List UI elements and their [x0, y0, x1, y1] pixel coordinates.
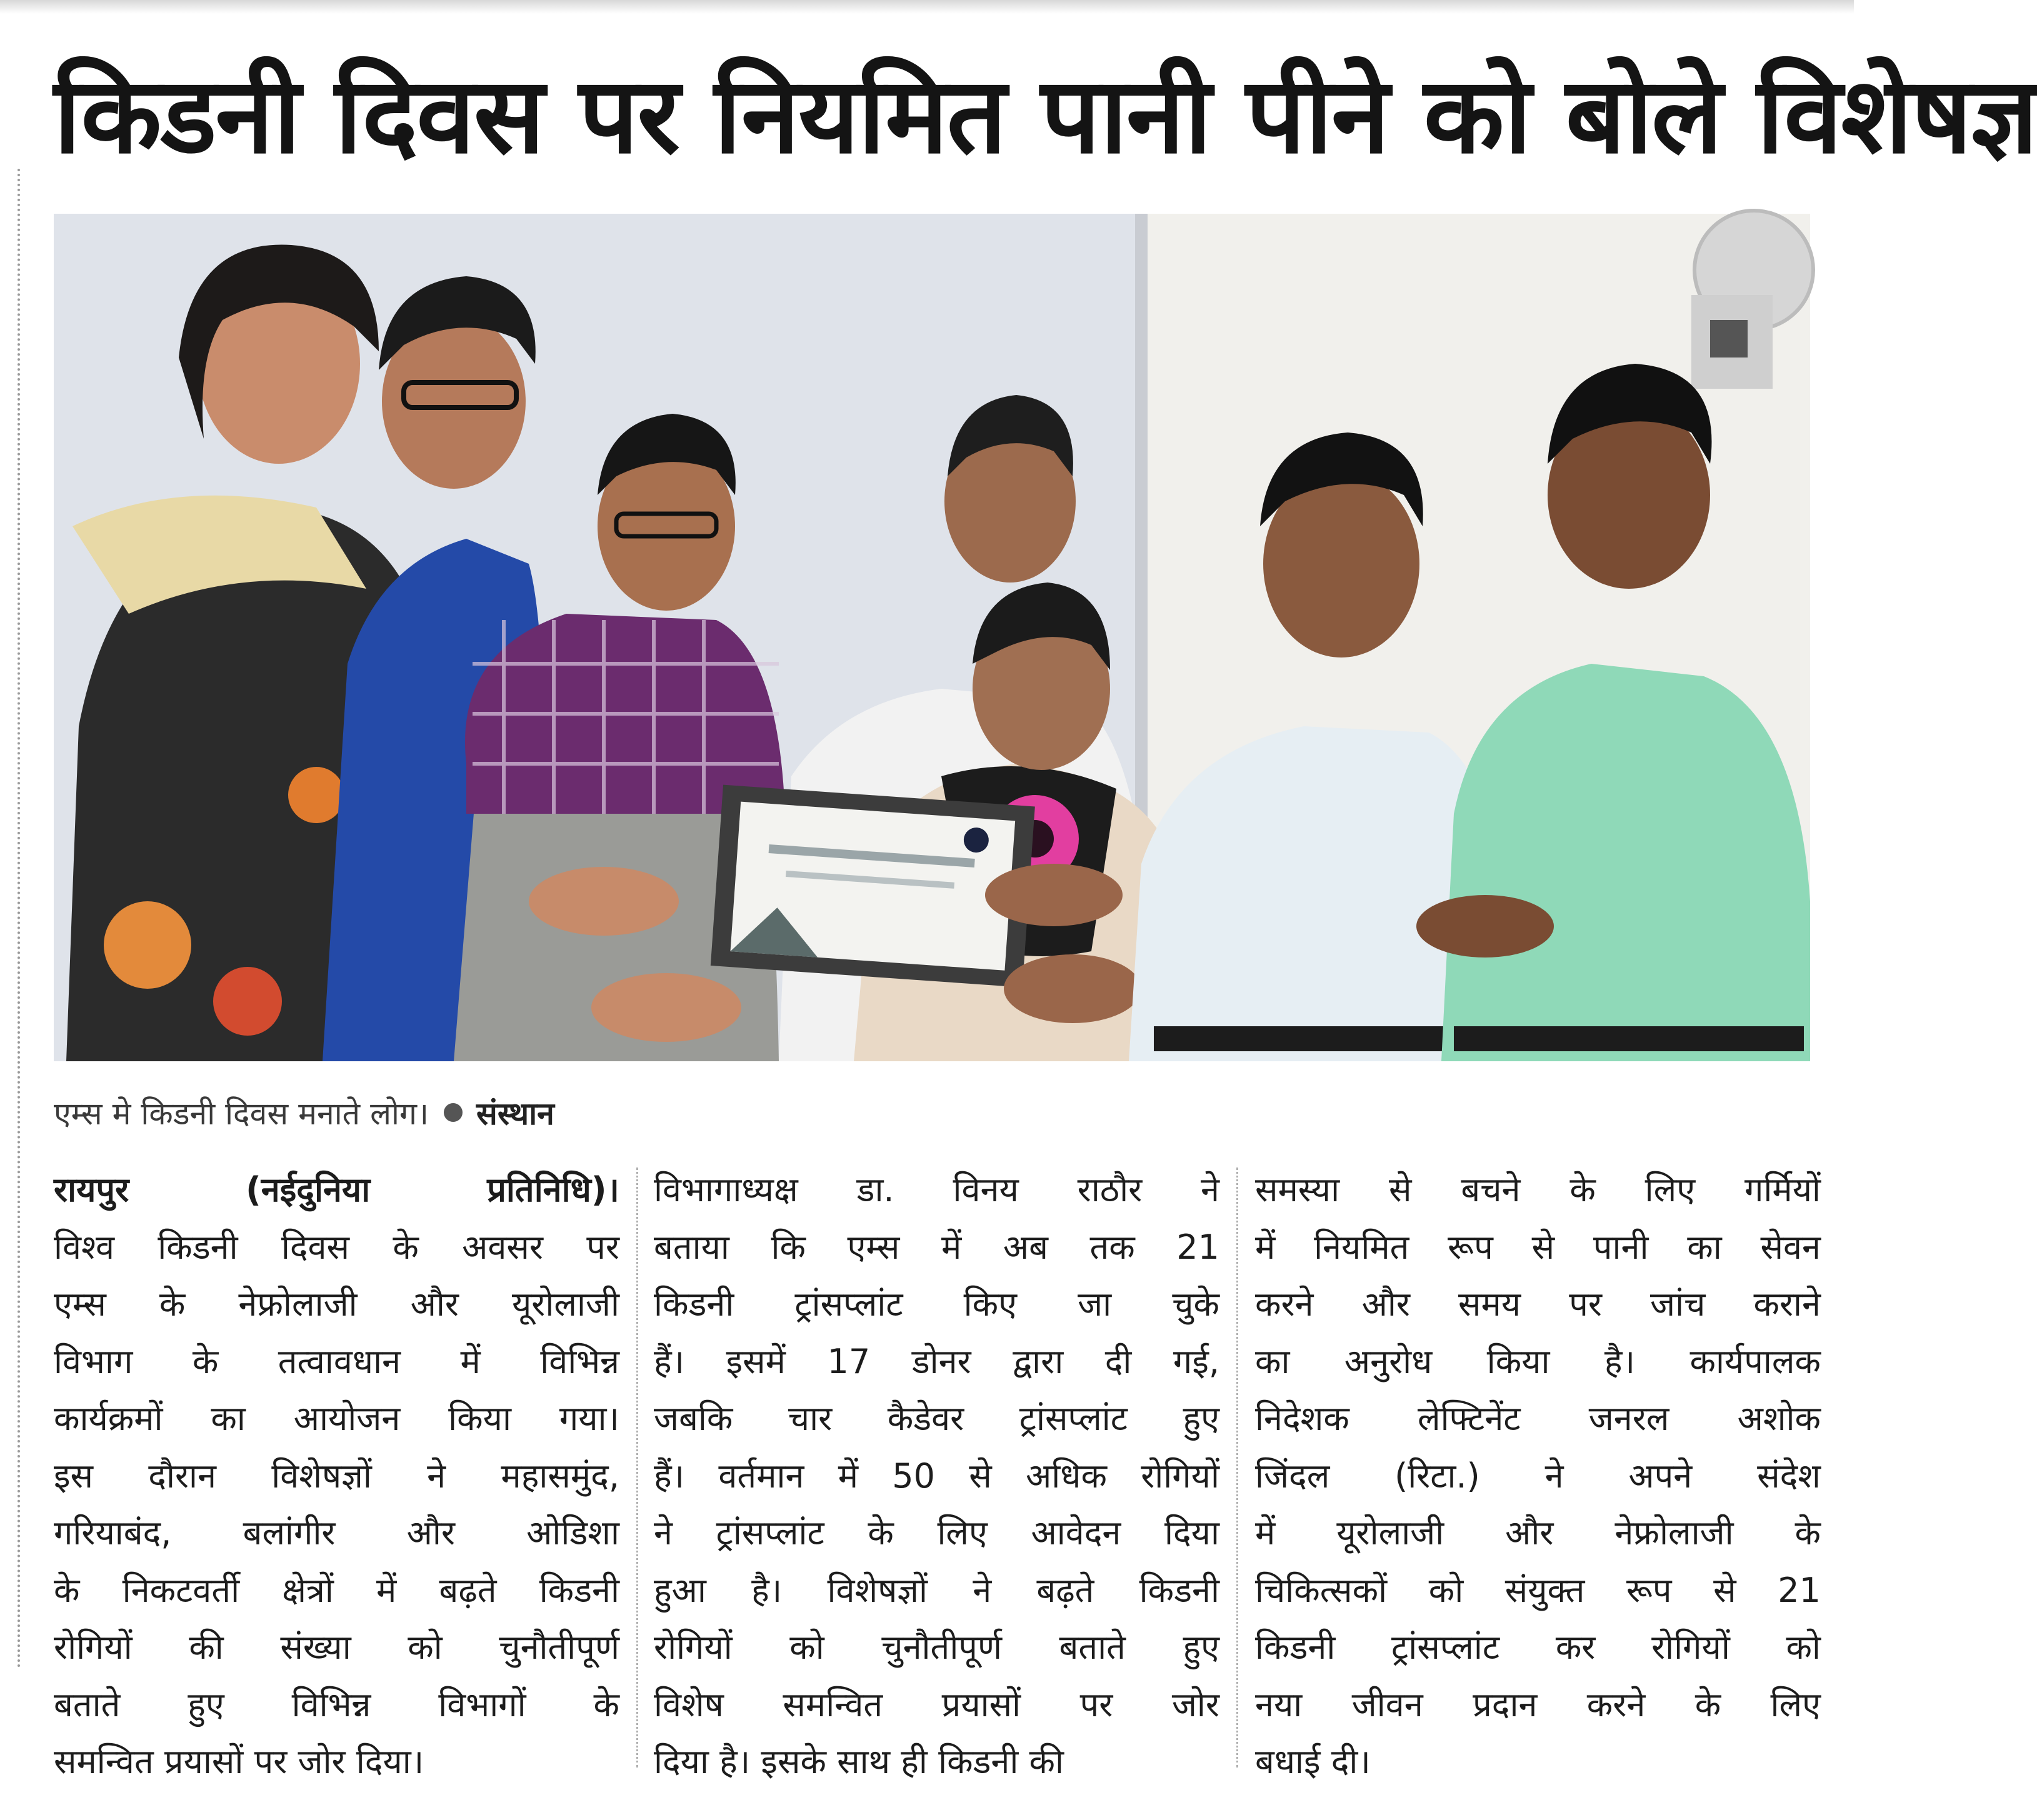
clipped-previous-text-strip: [0, 0, 1854, 14]
body-line: जिंदल (रिटा.) ने अपने संदेश: [1255, 1456, 1821, 1496]
article-column-3: [1255, 1161, 1821, 1791]
body-line: बधाई दी।: [1255, 1742, 1371, 1781]
body-line: हैं। वर्तमान में 50 से अधिक रोगियों: [654, 1456, 1219, 1496]
body-line: का अनुरोध किया है। कार्यपालक: [1255, 1341, 1821, 1381]
body-line: कार्यक्रमों का आयोजन किया गया।: [54, 1399, 619, 1438]
page-margin-rule: [18, 169, 20, 1669]
photo-caption: [54, 1088, 554, 1138]
article-headline: किडनी दिवस पर नियमित पानी पीने को बोले विशेषज्ञ: [54, 54, 2037, 177]
caption-text: एम्स मे किडनी दिवस मनाते लोग।: [54, 1096, 429, 1132]
body-line: निदेशक लेफ्टिनेंट जनरल अशोक: [1255, 1399, 1821, 1438]
body-line: बताते हुए विभिन्न विभागों के: [54, 1684, 619, 1724]
body-line: एम्स के नेफ्रोलाजी और यूरोलाजी: [54, 1284, 619, 1324]
photo-credit: संस्थान: [476, 1096, 554, 1132]
body-line: हैं। इसमें 17 डोनर द्वारा दी गई,: [654, 1341, 1219, 1381]
bullet-icon: [444, 1103, 463, 1122]
body-line: में यूरोलाजी और नेफ्रोलाजी के: [1255, 1513, 1821, 1552]
body-line: विशेष समन्वित प्रयासों पर जोर: [654, 1684, 1219, 1724]
body-line: में नियमित रूप से पानी का सेवन: [1255, 1227, 1821, 1267]
body-line: हुआ है। विशेषज्ञों ने बढ़ते किडनी: [654, 1570, 1219, 1610]
news-photo: [54, 214, 1810, 1061]
body-line: समन्वित प्रयासों पर जोर दिया।: [54, 1742, 424, 1781]
body-line: विभाग के तत्वावधान में विभिन्न: [54, 1341, 619, 1381]
body-line: किडनी ट्रांसप्लांट कर रोगियों को: [1255, 1628, 1821, 1667]
body-line: जबकि चार कैडेवर ट्रांसप्लांट हुए: [654, 1399, 1219, 1438]
body-line: चिकित्सकों को संयुक्त रूप से 21: [1255, 1570, 1821, 1610]
body-line: इस दौरान विशेषज्ञों ने महासमुंद,: [54, 1456, 619, 1496]
body-line: ने ट्रांसप्लांट के लिए आवेदन दिया: [654, 1513, 1219, 1552]
body-line: किडनी ट्रांसप्लांट किए जा चुके: [654, 1284, 1219, 1324]
body-line: बताया कि एम्स में अब तक 21: [654, 1227, 1219, 1267]
body-line: नया जीवन प्रदान करने के लिए: [1255, 1684, 1821, 1724]
body-line: करने और समय पर जांच कराने: [1255, 1284, 1821, 1324]
body-line: दिया है। इसके साथ ही किडनी की: [654, 1742, 1064, 1781]
column-divider: [1236, 1168, 1238, 1768]
body-line: विभागाध्यक्ष डा. विनय राठौर ने: [654, 1170, 1219, 1209]
body-line: गरियाबंद, बलांगीर और ओडिशा: [54, 1513, 619, 1552]
body-line: के निकटवर्ती क्षेत्रों में बढ़ते किडनी: [54, 1570, 619, 1610]
body-line: विश्व किडनी दिवस के अवसर पर: [54, 1227, 619, 1267]
body-line: रोगियों की संख्या को चुनौतीपूर्ण: [54, 1628, 619, 1667]
article-column-2: [654, 1161, 1219, 1791]
article-column-1: [54, 1161, 619, 1791]
dateline: रायपुर (नईदुनिया प्रतिनिधि)।: [54, 1170, 619, 1209]
column-divider: [636, 1168, 638, 1768]
body-line: समस्या से बचने के लिए गर्मियों: [1255, 1170, 1821, 1209]
body-line: रोगियों को चुनौतीपूर्ण बताते हुए: [654, 1628, 1219, 1667]
